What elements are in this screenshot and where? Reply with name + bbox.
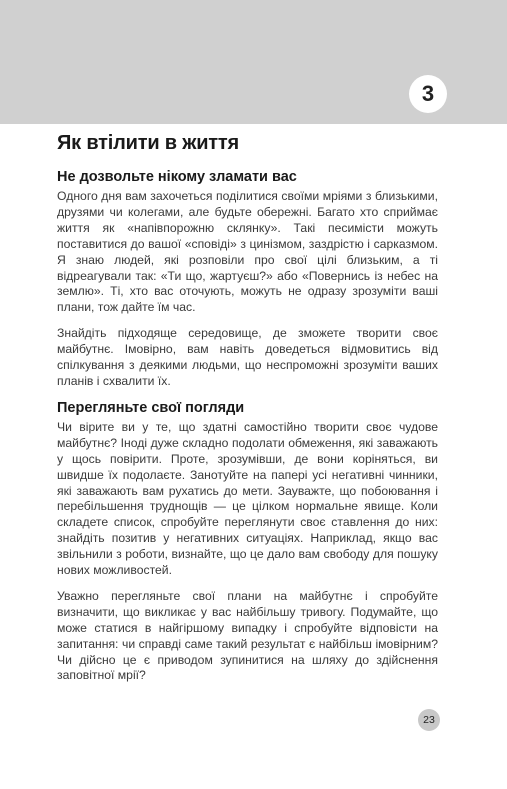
paragraph: Чи вірите ви у те, що здатні самостійно творити своє чудове майбутнє? Іноді дуже складно подолати обмеження, які заважають у щось повірити. Проте, зрозумівши, де вони коріняться, ви швидше їх подолаєте. Занотуйте на папері усі негативні чинники, які заважають вам рухатись до мети. Зауважте, що побоювання і перебільшення труднощів — це цілком нормальне явище. Коли складете список, спробуйте переглянути своє ставлення до них: знайдіть позитив у негативних ситуаціях. Наприклад, якщо вас звільнили з роботи, визнайте, що це дало вам свободу для пошуку нових можливостей.: [57, 419, 438, 578]
paragraph: Уважно перегляньте свої плани на майбутнє і спробуйте визначити, що викликає у вас найбільшу тривогу. Подумайте, що може статися в найгіршому випадку і спробуйте відповісти на запитання: чи справді саме такий результат є найбільш імовірним? Чи дійсно це є приводом зупинитися на шляху до здійснення заповітної мрії?: [57, 588, 438, 683]
section-heading: Перегляньте свої погляди: [57, 399, 245, 416]
paragraph: Одного дня вам захочеться поділитися своїми мріями з близькими, друзями чи колегами, але будьте обережні. Багато хто сприймає життя як «напівпорожню склянку». Такі песимісти можуть поставитися до вашої «сповіді» з цинізмом, заздрістю і сарказмом. Я знаю людей, які розповіли про свої цілі близьким, а ті відреагували так: «Ти що, жартуєш?» або «Повернись із небес на землю». Ті, хто вас оточують, можуть не одразу зрозуміти ваші плани, тож дайте їм час.: [57, 189, 438, 315]
section-heading: Не дозвольте нікому зламати вас: [57, 169, 297, 185]
section-reconsider-your-views: [57, 400, 438, 685]
page-title: Як втілити в життя: [57, 132, 239, 154]
section-dont-let-anyone-break-you: [57, 169, 438, 390]
chapter-number-badge: 3: [409, 75, 447, 113]
paragraph: Знайдіть підходяще середовище, де зможете творити своє майбутнє. Імовірно, вам навіть доведеться відмовитись від спілкування з деякими людьми, що неспроможні зрозуміти ваших планів і схвалити їх.: [57, 326, 438, 388]
chapter-header-band: [0, 0, 507, 124]
page-number-badge: 23: [418, 709, 440, 731]
page-content: [57, 132, 438, 694]
